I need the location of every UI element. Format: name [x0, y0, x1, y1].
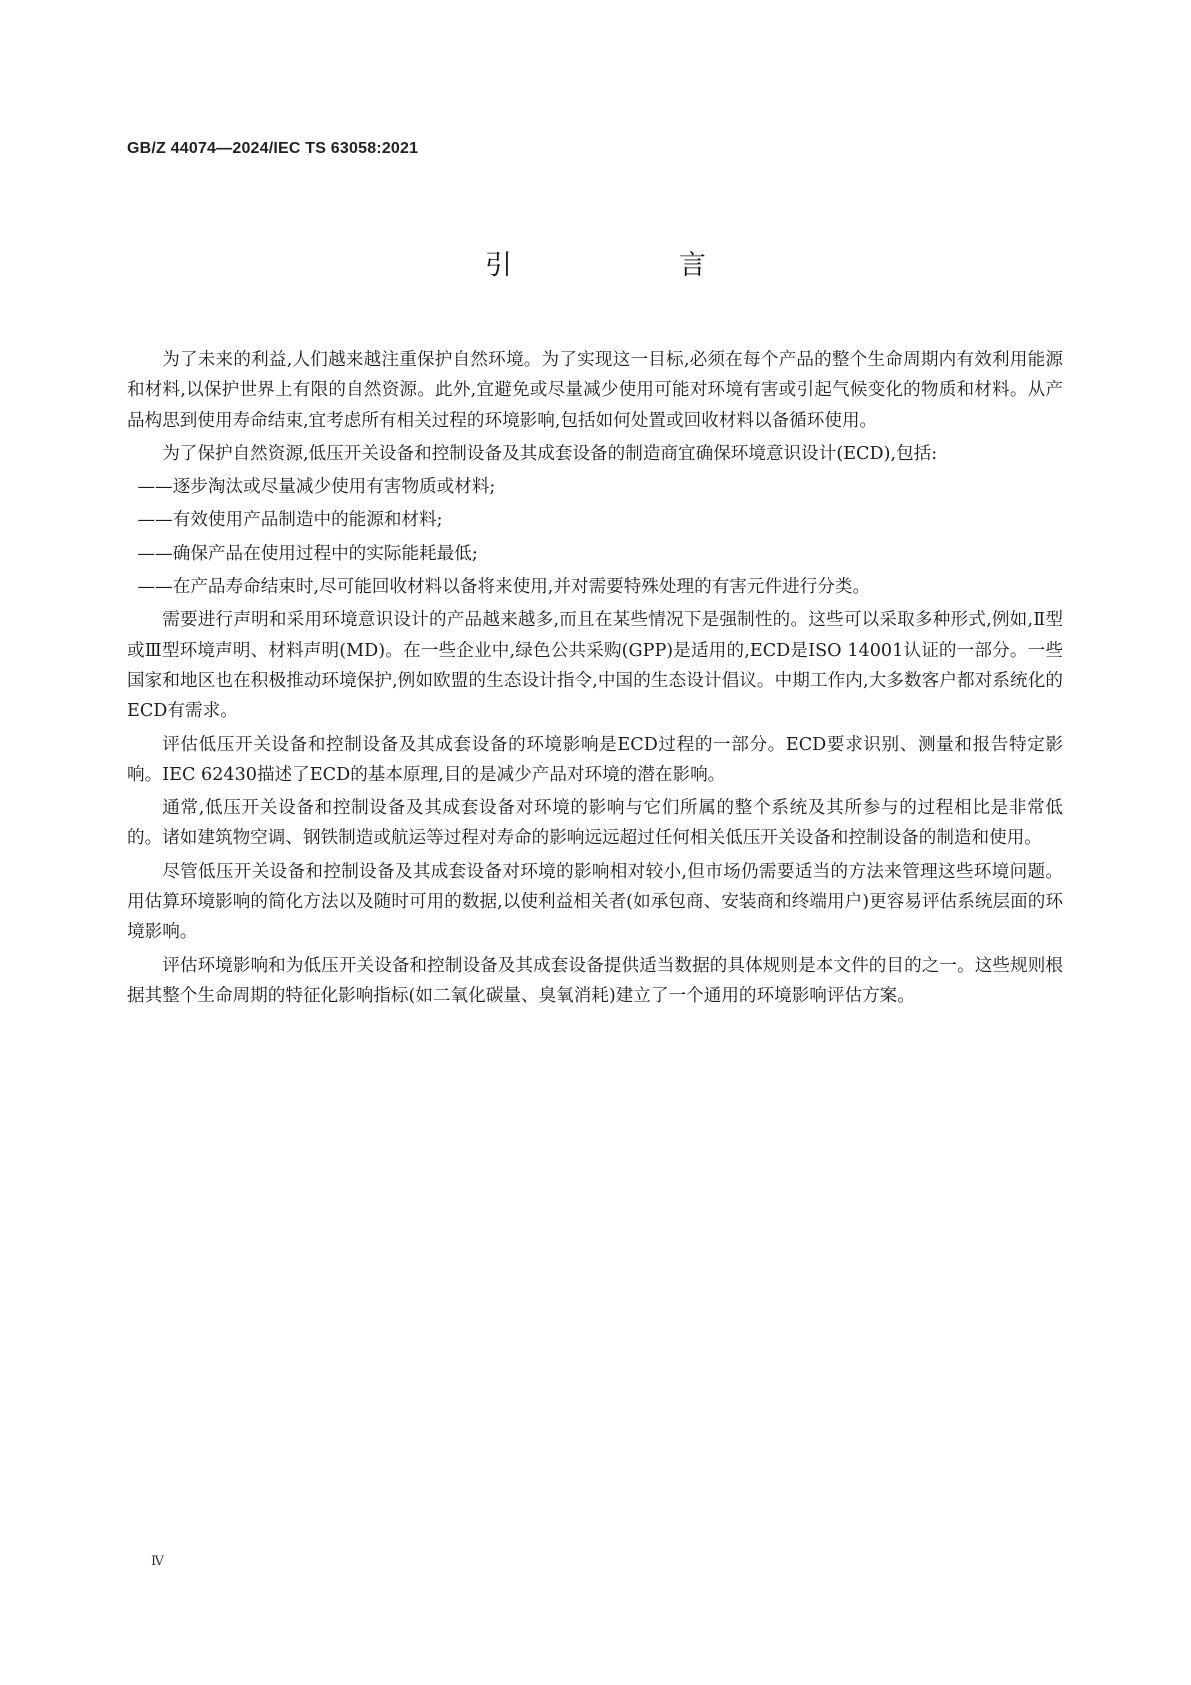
page-title: 引 言: [485, 250, 776, 281]
paragraph-impact-comparison: 通常,低压开关设备和控制设备及其成套设备对环境的影响与它们所属的整个系统及其所参与的过程相比是非常低的。诸如建筑物空调、钢铁制造或航运等过程对寿命的影响远远超过任何相关低压开关设备和控制设备的制造和使用。: [127, 798, 1063, 849]
paragraph-declarations: 需要进行声明和采用环境意识设计的产品越来越多,而且在某些情况下是强制性的。这些可以采取多种形式,例如,Ⅱ型或Ⅲ型环境声明、材料声明(MD)。在一些企业中,绿色公共采购(GPP)是适用的,ECD是ISO 14001认证的一部分。一些国家和地区也在积极推动环境保护,例如欧盟的生态设计指令,中国的生态设计倡议。中期工作内,大多数客户都对系统化的ECD有需求。: [127, 610, 1063, 722]
list-item: ——逐步淘汰或尽量减少使用有害物质或材料;: [137, 477, 496, 498]
list-item: ——有效使用产品制造中的能源和材料;: [137, 510, 443, 531]
standard-code-header: GB/Z 44074—2024/IEC TS 63058:2021: [127, 140, 419, 157]
list-item: ——在产品寿命结束时,尽可能回收材料以备将来使用,并对需要特殊处理的有害元件进行分类。: [137, 577, 871, 598]
paragraph-intro: 为了未来的利益,人们越来越注重保护自然环境。为了实现这一目标,必须在每个产品的整个生命周期内有效利用能源和材料,以保护世界上有限的自然资源。此外,宜避免或尽量减少使用可能对环境有害或引起气候变化的物质和材料。从产品构思到使用寿命结束,宜考虑所有相关过程的环境影响,包括如何处置或回收材料以备循环使用。: [127, 350, 1063, 431]
paragraph-document-purpose: 评估环境影响和为低压开关设备和控制设备及其成套设备提供适当数据的具体规则是本文件的目的之一。这些规则根据其整个生命周期的特征化影响指标(如二氧化碳量、臭氧消耗)建立了一个通用的环境影响评估方案。: [127, 955, 1063, 1006]
paragraph-ecd-manufacturers: 为了保护自然资源,低压开关设备和控制设备及其成套设备的制造商宜确保环境意识设计(ECD),包括:: [162, 443, 938, 464]
paragraph-market-needs: 尽管低压开关设备和控制设备及其成套设备对环境的影响相对较小,但市场仍需要适当的方法来管理这些环境问题。用估算环境影响的简化方法以及随时可用的数据,以使利益相关者(如承包商、安装商和终端用户)更容易评估系统层面的环境影响。: [127, 861, 1063, 943]
page-number: Ⅳ: [151, 1554, 164, 1569]
paragraph-ecd-process: 评估低压开关设备和控制设备及其成套设备的环境影响是ECD过程的一部分。ECD要求识别、测量和报告特定影响。IEC 62430描述了ECD的基本原理,目的是减少产品对环境的潜在影响。: [127, 734, 1063, 785]
document-body: [127, 345, 1063, 1014]
list-item: ——确保产品在使用过程中的实际能耗最低;: [137, 543, 478, 564]
